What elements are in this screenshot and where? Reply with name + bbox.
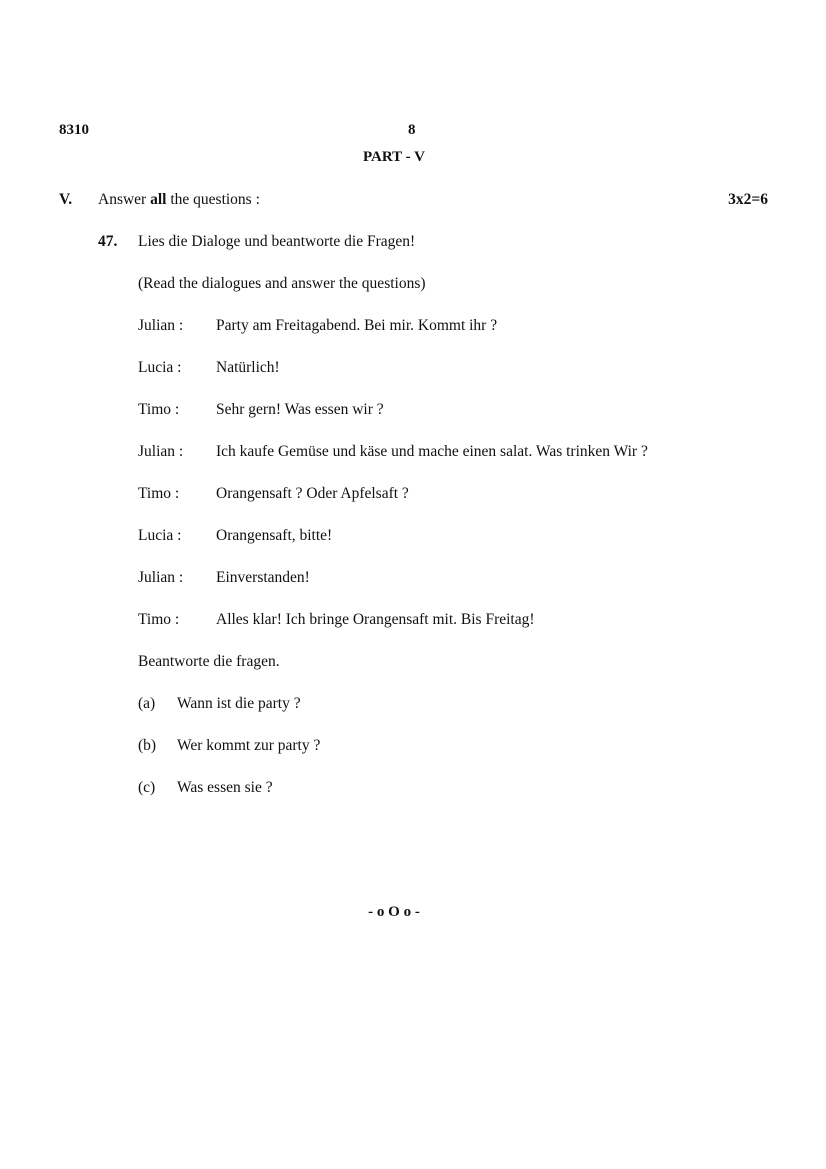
section-number: V. bbox=[59, 191, 73, 208]
instruction-post: the questions : bbox=[166, 191, 260, 208]
instruction-bold: all bbox=[150, 191, 167, 208]
dialogue-line: Party am Freitagabend. Bei mir. Kommt ihr ? bbox=[216, 317, 498, 334]
sub-question-label: (c) bbox=[138, 779, 156, 796]
dialogue-line: Ich kaufe Gemüse und käse und mache einen salat. Was trinken Wir ? bbox=[216, 443, 648, 460]
dialogue-line: Einverstanden! bbox=[216, 569, 310, 586]
section-marks: 3x2=6 bbox=[728, 191, 768, 208]
question-text: Lies die Dialoge und beantworte die Fragen! bbox=[138, 233, 416, 250]
sub-question-label: (b) bbox=[138, 737, 157, 754]
dialogue-line: Alles klar! Ich bringe Orangensaft mit. Bis Freitag! bbox=[216, 611, 535, 628]
sub-question-text: Wann ist die party ? bbox=[177, 695, 301, 712]
dialogue-speaker: Julian : bbox=[138, 317, 184, 334]
dialogue-speaker: Timo : bbox=[138, 401, 180, 418]
page-number: 8 bbox=[408, 122, 416, 138]
dialogue-speaker: Julian : bbox=[138, 569, 184, 586]
dialogue-speaker: Timo : bbox=[138, 611, 180, 628]
question-translation: (Read the dialogues and answer the questions) bbox=[138, 275, 426, 292]
dialogue-speaker: Lucia : bbox=[138, 359, 182, 376]
section-instruction bbox=[98, 191, 260, 209]
dialogue-speaker: Julian : bbox=[138, 443, 184, 460]
sub-question-text: Was essen sie ? bbox=[177, 779, 273, 796]
sub-question-label: (a) bbox=[138, 695, 156, 712]
dialogue-line: Orangensaft ? Oder Apfelsaft ? bbox=[216, 485, 409, 502]
instruction-pre: Answer bbox=[98, 191, 151, 208]
part-title: PART - V bbox=[363, 149, 425, 165]
dialogue-line: Orangensaft, bitte! bbox=[216, 527, 333, 544]
dialogue-speaker: Lucia : bbox=[138, 527, 182, 544]
question-number: 47. bbox=[98, 233, 118, 250]
dialogue-line: Natürlich! bbox=[216, 359, 280, 376]
sub-question-text: Wer kommt zur party ? bbox=[177, 737, 321, 754]
dialogue-speaker: Timo : bbox=[138, 485, 180, 502]
end-mark: - o O o - bbox=[368, 904, 420, 920]
page-code: 8310 bbox=[59, 122, 89, 138]
answer-prompt: Beantworte die fragen. bbox=[138, 653, 280, 670]
dialogue-line: Sehr gern! Was essen wir ? bbox=[216, 401, 384, 418]
